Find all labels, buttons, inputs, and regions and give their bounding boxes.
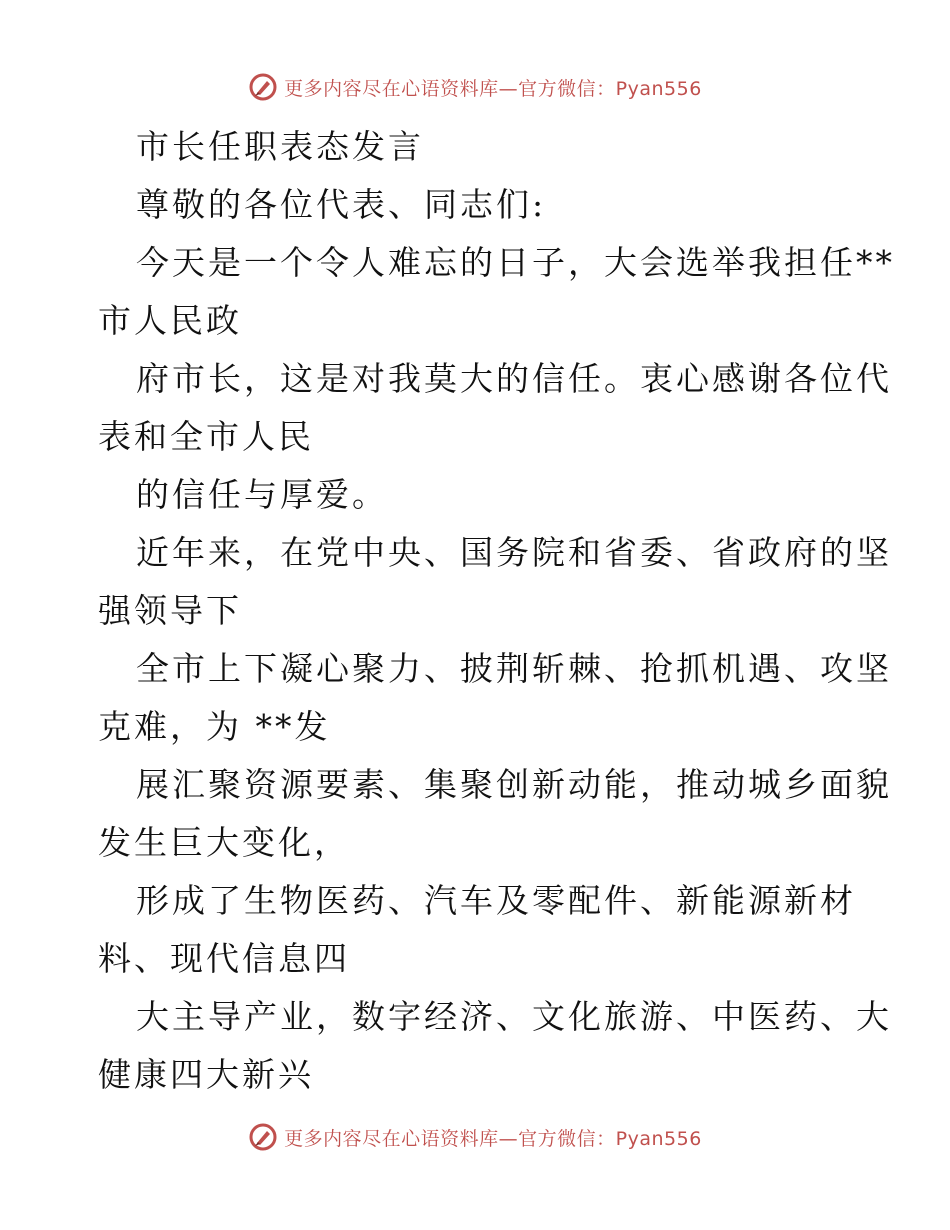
- text-line: 的信任与厚爱。: [136, 475, 388, 514]
- footer-banner-text: 更多内容尽在心语资料库—官方微信：Pyan556: [284, 1127, 702, 1150]
- header-banner-text: 更多内容尽在心语资料库—官方微信：Pyan556: [284, 77, 702, 100]
- text-line: 发生巨大变化，: [98, 823, 350, 862]
- text-line: 料、现代信息四: [98, 939, 350, 978]
- pen-circle-logo-icon: [248, 1122, 278, 1152]
- text-line: 健康四大新兴: [98, 1055, 314, 1094]
- document-body: [98, 118, 895, 1104]
- text-line: 强领导下: [98, 591, 242, 630]
- footer-banner: [0, 1122, 950, 1152]
- text-line: 全市上下凝心聚力、披荆斩棘、抢抓机遇、攻坚: [136, 649, 892, 688]
- header-banner: [0, 72, 950, 102]
- text-line: 府市长，这是对我莫大的信任。衷心感谢各位代: [136, 359, 892, 398]
- text-line: 表和全市人民: [98, 417, 314, 456]
- text-line: 形成了生物医药、汽车及零配件、新能源新材: [136, 881, 856, 920]
- text-line: 今天是一个令人难忘的日子，大会选举我担任**: [136, 243, 895, 282]
- text-line: 市人民政: [98, 301, 242, 340]
- text-line: 克难，为 **发: [98, 707, 331, 746]
- document-title: 市长任职表态发言: [136, 127, 424, 166]
- pen-circle-logo-icon: [248, 72, 278, 102]
- text-line: 近年来，在党中央、国务院和省委、省政府的坚: [136, 533, 892, 572]
- salutation: 尊敬的各位代表、同志们:: [136, 185, 547, 224]
- text-line: 展汇聚资源要素、集聚创新动能，推动城乡面貌: [136, 765, 892, 804]
- text-line: 大主导产业，数字经济、文化旅游、中医药、大: [136, 997, 892, 1036]
